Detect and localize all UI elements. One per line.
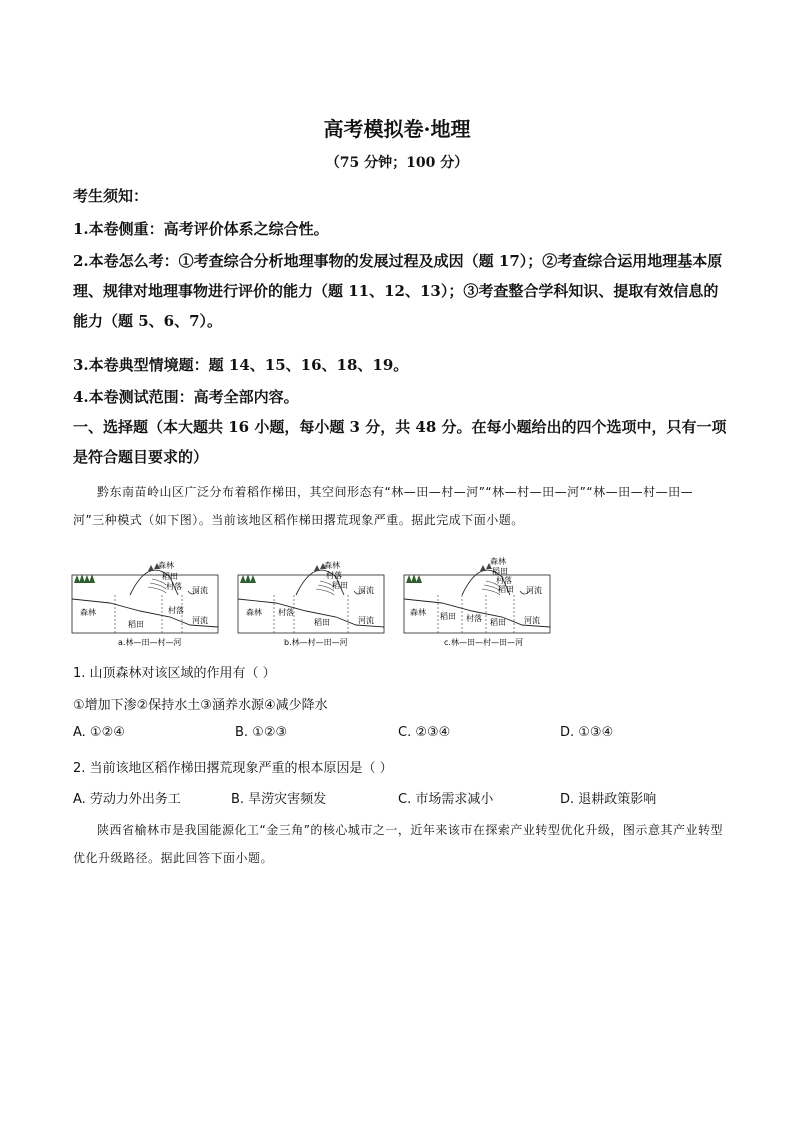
terrace-diagram-a [70, 555, 220, 651]
notice-item-2: 2.本卷怎么考：①考查综合分析地理事物的发展过程及成因（题 17）；②考查综合运用地理基本原理、规律对地理事物进行评价的能力（题 11、12、13）；③考查整合学科知识、提取有效信息的能力（题 5、6、7）。 [73, 252, 723, 330]
label-village-top: 村落 [496, 576, 512, 585]
notice-item-3: 3.本卷典型情境题：题 14、15、16、18、19。 [73, 356, 409, 374]
label-forest-bottom: 森林 [80, 608, 96, 617]
label-forest-bottom: 森林 [246, 608, 262, 617]
tree-icon [240, 575, 246, 583]
notice-item-1: 1.本卷侧重：高考评价体系之综合性。 [73, 220, 329, 238]
label-village-bottom: 村落 [278, 608, 294, 617]
label-river-bottom: 河流 [192, 616, 208, 625]
figure-caption-c: c.林—田—村—田—河 [444, 638, 523, 647]
q1-option-d[interactable]: D. ①③④ [560, 725, 614, 740]
notice-item-4: 4.本卷测试范围：高考全部内容。 [73, 388, 299, 406]
label-river-bottom: 河流 [358, 616, 374, 625]
figure-caption-a: a.林—田—村—河 [118, 638, 182, 647]
label-forest-top: 森林 [490, 557, 506, 566]
tree-icon [416, 575, 422, 583]
q2-option-d[interactable]: D. 退耕政策影响 [560, 792, 657, 807]
q1-option-c[interactable]: C. ②③④ [398, 725, 451, 740]
figure-b [236, 555, 386, 651]
label-field2-top: 稻田 [498, 585, 514, 594]
label-river-top: 河流 [192, 586, 208, 595]
label-field-top: 稻田 [332, 581, 348, 590]
page-title: 高考模拟卷·地理 [323, 117, 471, 141]
label-river-bottom: 河流 [524, 616, 540, 625]
label-field-top: 稻田 [162, 572, 178, 581]
tree-icon [84, 575, 90, 583]
figure-c [402, 555, 552, 651]
passage-1: 黔东南苗岭山区广泛分布着稻作梯田，其空间形态有“林—田—村—河”“林—村—田—河”“林—田—村—田—河”三种模式（如下图）。当前该地区稻作梯田撂荒现象严重。据此完成下面小题。 [73, 485, 694, 527]
label-river-top: 河流 [358, 586, 374, 595]
label-forest-bottom: 森林 [410, 608, 426, 617]
terrace-diagram-b [236, 555, 386, 651]
section-heading: 一、选择题（本大题共 16 小题，每小题 3 分，共 48 分。在每小题给出的四个选项中，只有一项是符合题目要求的） [73, 418, 727, 466]
q2-option-c[interactable]: C. 市场需求减小 [398, 792, 494, 807]
label-forest-top: 森林 [158, 561, 174, 570]
question-2-stem: 2. 当前该地区稻作梯田撂荒现象严重的根本原因是（ ） [73, 761, 393, 776]
label-village-top: 村落 [166, 582, 182, 591]
passage-2: 陕西省榆林市是我国能源化工“金三角”的核心城市之一，近年来该市在探索产业转型优化升级，图示意其产业转型优化升级路径。据此回答下面小题。 [73, 823, 723, 865]
tree-icon [74, 575, 80, 583]
figure-caption-b: b.林—村—田—河 [284, 638, 348, 647]
terrace-diagram-c [402, 555, 552, 651]
label-village-bottom: 村落 [168, 606, 184, 615]
figure-a [70, 555, 220, 651]
q2-option-b[interactable]: B. 旱涝灾害频发 [231, 792, 327, 807]
label-field-top: 稻田 [492, 567, 508, 576]
label-field-bottom: 稻田 [314, 618, 330, 627]
label-forest-top: 森林 [324, 561, 340, 570]
label-river-top: 河流 [526, 586, 542, 595]
label-field2-bottom: 稻田 [490, 618, 506, 627]
label-village-bottom: 村落 [466, 614, 482, 623]
label-village-top: 村落 [326, 571, 342, 580]
question-1-statements: ①增加下渗②保持水土③涵养水源④减少降水 [73, 698, 328, 713]
label-field-bottom: 稻田 [440, 612, 456, 621]
tree-icon [250, 575, 256, 583]
tree-icon [406, 575, 412, 583]
q1-option-b[interactable]: B. ①②③ [235, 725, 288, 740]
q2-option-a[interactable]: A. 劳动力外出务工 [73, 792, 181, 807]
question-1-stem: 1. 山顶森林对该区域的作用有（ ） [73, 666, 276, 681]
page-subtitle: （75 分钟；100 分） [325, 155, 469, 171]
label-field-bottom: 稻田 [128, 620, 144, 629]
q1-option-a[interactable]: A. ①②④ [73, 725, 125, 740]
notice-heading: 考生须知： [73, 187, 149, 205]
